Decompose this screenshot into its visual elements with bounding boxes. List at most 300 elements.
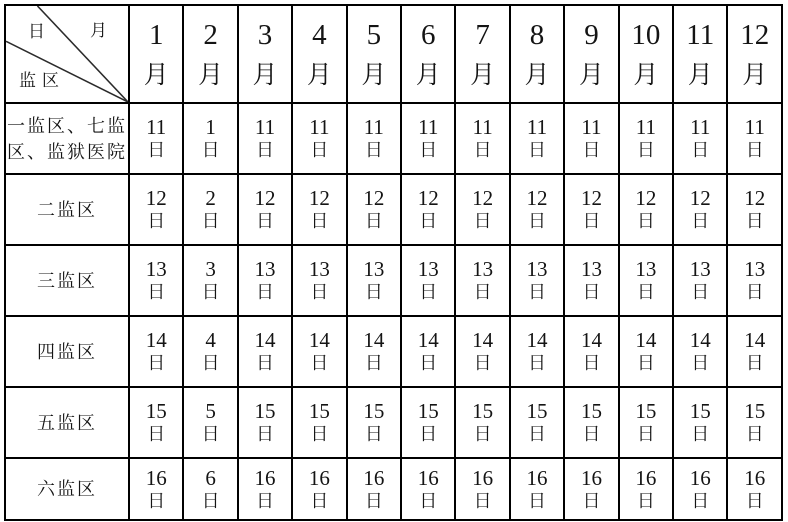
day-unit: 日 [256, 211, 275, 231]
day-cell-stack [728, 258, 781, 303]
day-cell [347, 316, 401, 387]
day-number: 12 [744, 186, 766, 210]
day-unit: 日 [201, 211, 220, 231]
day-number: 12 [417, 186, 439, 210]
month-number: 3 [257, 18, 273, 51]
day-cell-stack [511, 467, 563, 512]
month-number: 11 [686, 18, 715, 51]
day-number: 15 [744, 399, 766, 423]
day-cell [401, 458, 455, 520]
day-number: 14 [472, 328, 494, 352]
day-cell [673, 387, 727, 458]
month-cell-stack [130, 20, 182, 89]
day-unit: 日 [528, 140, 547, 160]
district-label: 一监区、七监区、监狱医院 [5, 103, 129, 174]
day-number: 14 [145, 328, 167, 352]
day-cell-stack [130, 116, 182, 161]
day-cell [455, 316, 509, 387]
day-number: 12 [363, 186, 385, 210]
month-cell-stack [456, 20, 508, 89]
day-unit: 日 [147, 490, 166, 511]
day-cell-stack [728, 467, 781, 512]
day-cell [183, 245, 237, 316]
table-row [5, 387, 782, 458]
day-cell [455, 103, 509, 174]
month-unit: 月 [524, 61, 550, 89]
month-cell-stack [511, 20, 563, 89]
day-unit: 日 [201, 424, 220, 444]
day-number: 14 [526, 328, 548, 352]
month-unit: 月 [361, 61, 387, 89]
day-cell-stack [184, 187, 236, 232]
day-cell-stack [293, 258, 345, 303]
day-unit: 日 [691, 211, 710, 231]
day-unit: 日 [310, 490, 329, 511]
day-number: 15 [308, 399, 330, 423]
district-label: 六监区 [5, 458, 129, 520]
day-number: 12 [472, 186, 494, 210]
day-unit: 日 [147, 424, 166, 444]
month-unit: 月 [742, 61, 768, 89]
day-cell [238, 316, 292, 387]
day-number: 11 [581, 115, 602, 139]
day-unit: 日 [528, 211, 547, 231]
day-unit: 日 [582, 353, 601, 373]
day-number: 11 [363, 115, 384, 139]
day-cell [673, 245, 727, 316]
day-cell [183, 103, 237, 174]
day-cell [673, 316, 727, 387]
day-cell [455, 458, 509, 520]
day-number: 16 [363, 465, 385, 490]
day-cell [673, 458, 727, 520]
day-cell-stack [674, 187, 726, 232]
day-unit: 日 [419, 424, 438, 444]
day-unit: 日 [691, 140, 710, 160]
day-cell [238, 458, 292, 520]
day-cell [401, 387, 455, 458]
day-cell [292, 174, 346, 245]
day-cell-stack [348, 116, 400, 161]
day-cell-stack [348, 467, 400, 512]
day-number: 15 [145, 399, 167, 423]
day-cell-stack [239, 116, 291, 161]
day-unit: 日 [745, 490, 764, 511]
day-cell-stack [130, 187, 182, 232]
day-cell [673, 174, 727, 245]
day-unit: 日 [310, 353, 329, 373]
day-cell-stack [728, 187, 781, 232]
month-unit: 月 [470, 61, 496, 89]
day-cell [183, 174, 237, 245]
day-cell-stack [620, 116, 672, 161]
day-unit: 日 [256, 140, 275, 160]
month-number: 2 [203, 18, 218, 51]
day-number: 14 [308, 328, 330, 352]
day-cell [347, 387, 401, 458]
day-number: 13 [145, 257, 167, 281]
day-unit: 日 [745, 140, 764, 160]
day-cell [510, 103, 564, 174]
day-cell-stack [293, 467, 345, 512]
day-number: 12 [689, 186, 711, 210]
schedule-table-body [5, 103, 782, 520]
month-header-row [5, 5, 782, 103]
day-unit: 日 [691, 424, 710, 444]
district-label: 五监区 [5, 387, 129, 458]
month-cell-stack [565, 20, 617, 89]
day-cell-stack [456, 116, 508, 161]
day-number: 14 [363, 328, 385, 352]
day-cell-stack [239, 329, 291, 374]
day-cell [564, 103, 618, 174]
day-cell [455, 174, 509, 245]
day-number: 16 [145, 465, 167, 490]
month-cell-stack [620, 20, 672, 89]
day-unit: 日 [256, 490, 275, 511]
day-number: 15 [526, 399, 548, 423]
day-unit: 日 [364, 490, 383, 511]
day-number: 13 [635, 257, 657, 281]
day-cell [619, 316, 673, 387]
day-cell-stack [620, 187, 672, 232]
day-cell-stack [456, 329, 508, 374]
day-cell-stack [620, 400, 672, 445]
day-cell-stack [293, 329, 345, 374]
day-cell [292, 245, 346, 316]
day-number: 12 [145, 186, 167, 210]
day-cell-stack [130, 400, 182, 445]
day-cell [510, 458, 564, 520]
month-cell-stack [728, 20, 781, 89]
day-unit: 日 [310, 140, 329, 160]
day-cell [564, 316, 618, 387]
month-cell-stack [402, 20, 454, 89]
day-cell [564, 245, 618, 316]
day-cell-stack [620, 258, 672, 303]
day-number: 14 [417, 328, 439, 352]
day-cell-stack [239, 400, 291, 445]
corner-day-label: 日 [28, 22, 45, 41]
day-cell-stack [511, 329, 563, 374]
day-cell-stack [402, 467, 454, 512]
day-cell [238, 174, 292, 245]
day-unit: 日 [419, 490, 438, 511]
month-number: 10 [631, 18, 661, 51]
day-cell [238, 245, 292, 316]
month-unit: 月 [306, 61, 332, 89]
day-unit: 日 [256, 424, 275, 444]
day-cell-stack [402, 400, 454, 445]
day-cell [619, 245, 673, 316]
month-header-cell [129, 5, 183, 103]
day-cell-stack [674, 400, 726, 445]
month-number: 5 [366, 18, 382, 51]
month-unit: 月 [687, 61, 713, 89]
day-cell-stack [565, 467, 617, 512]
day-number: 15 [363, 399, 385, 423]
day-number: 16 [580, 465, 602, 490]
day-cell-stack [565, 258, 617, 303]
day-unit: 日 [256, 353, 275, 373]
day-unit: 日 [201, 140, 220, 160]
day-number: 14 [635, 328, 657, 352]
day-cell [727, 174, 782, 245]
day-unit: 日 [147, 282, 166, 302]
day-cell [129, 316, 183, 387]
day-cell [564, 174, 618, 245]
day-cell-stack [348, 258, 400, 303]
day-cell-stack [184, 258, 236, 303]
day-unit: 日 [419, 140, 438, 160]
day-cell [129, 245, 183, 316]
month-number: 8 [529, 18, 545, 51]
day-number: 16 [689, 465, 711, 490]
day-cell [347, 103, 401, 174]
day-unit: 日 [364, 353, 383, 373]
day-cell [401, 316, 455, 387]
day-unit: 日 [473, 140, 492, 160]
month-number: 6 [420, 18, 436, 51]
day-cell-stack [184, 467, 236, 512]
day-number: 13 [254, 257, 276, 281]
day-unit: 日 [636, 211, 655, 231]
day-unit: 日 [364, 211, 383, 231]
day-number: 11 [254, 115, 276, 139]
day-cell [238, 387, 292, 458]
day-cell [564, 458, 618, 520]
day-number: 1 [205, 115, 216, 139]
day-number: 11 [526, 115, 548, 139]
day-number: 12 [635, 186, 657, 210]
day-number: 15 [254, 399, 276, 423]
day-unit: 日 [582, 424, 601, 444]
day-unit: 日 [147, 353, 166, 373]
month-number: 1 [148, 18, 164, 51]
day-number: 14 [580, 328, 602, 352]
day-unit: 日 [364, 282, 383, 302]
day-cell [727, 103, 782, 174]
day-unit: 日 [528, 282, 547, 302]
day-cell-stack [239, 187, 291, 232]
month-header-cell [347, 5, 401, 103]
month-header-cell [292, 5, 346, 103]
day-unit: 日 [691, 353, 710, 373]
day-unit: 日 [745, 424, 764, 444]
day-number: 12 [526, 186, 548, 210]
day-number: 13 [417, 257, 439, 281]
day-number: 13 [308, 257, 330, 281]
day-cell-stack [402, 187, 454, 232]
day-unit: 日 [745, 211, 764, 231]
day-unit: 日 [473, 424, 492, 444]
day-unit: 日 [201, 282, 220, 302]
day-unit: 日 [201, 353, 220, 373]
day-cell-stack [674, 258, 726, 303]
day-unit: 日 [473, 490, 492, 511]
day-cell [292, 316, 346, 387]
day-cell-stack [293, 400, 345, 445]
table-row [5, 458, 782, 520]
day-cell [727, 387, 782, 458]
month-header-cell [401, 5, 455, 103]
month-unit: 月 [198, 61, 224, 89]
month-header-cell [510, 5, 564, 103]
day-number: 16 [635, 465, 657, 490]
month-header-cell [238, 5, 292, 103]
day-cell-stack [565, 400, 617, 445]
day-unit: 日 [473, 211, 492, 231]
day-unit: 日 [310, 424, 329, 444]
day-number: 14 [254, 328, 276, 352]
day-cell-stack [674, 467, 726, 512]
day-cell-stack [348, 400, 400, 445]
day-unit: 日 [473, 353, 492, 373]
day-cell-stack [620, 467, 672, 512]
month-number: 9 [584, 18, 599, 51]
district-label: 三监区 [5, 245, 129, 316]
day-cell [564, 387, 618, 458]
day-cell [292, 387, 346, 458]
day-cell [183, 387, 237, 458]
day-number: 15 [417, 399, 439, 423]
day-number: 16 [254, 465, 276, 490]
table-row [5, 245, 782, 316]
day-cell-stack [402, 258, 454, 303]
day-cell [455, 387, 509, 458]
day-cell [619, 103, 673, 174]
day-cell [727, 245, 782, 316]
day-cell [347, 458, 401, 520]
day-number: 14 [689, 328, 711, 352]
day-cell-stack [511, 116, 563, 161]
day-number: 16 [417, 465, 439, 490]
day-cell [510, 387, 564, 458]
day-cell-stack [348, 329, 400, 374]
day-cell [183, 458, 237, 520]
day-unit: 日 [310, 211, 329, 231]
month-unit: 月 [143, 61, 169, 89]
day-cell-stack [565, 116, 617, 161]
day-cell-stack [402, 116, 454, 161]
day-unit: 日 [636, 353, 655, 373]
day-unit: 日 [582, 140, 601, 160]
day-cell-stack [674, 329, 726, 374]
day-cell [347, 245, 401, 316]
day-number: 13 [526, 257, 548, 281]
day-number: 16 [308, 465, 330, 490]
day-unit: 日 [528, 490, 547, 511]
day-cell-stack [239, 467, 291, 512]
day-cell [129, 458, 183, 520]
day-unit: 日 [745, 353, 764, 373]
day-cell [619, 174, 673, 245]
day-cell-stack [511, 187, 563, 232]
day-number: 16 [526, 465, 548, 490]
day-unit: 日 [201, 490, 220, 511]
month-header-cell [455, 5, 509, 103]
day-number: 15 [689, 399, 711, 423]
day-unit: 日 [691, 490, 710, 511]
day-unit: 日 [582, 211, 601, 231]
day-number: 11 [744, 115, 765, 139]
day-number: 13 [363, 257, 385, 281]
district-label: 二监区 [5, 174, 129, 245]
day-number: 14 [744, 328, 766, 352]
day-cell-stack [130, 329, 182, 374]
day-cell [455, 245, 509, 316]
day-cell [673, 103, 727, 174]
day-number: 15 [472, 399, 494, 423]
day-number: 4 [205, 328, 216, 352]
day-number: 13 [472, 257, 494, 281]
day-number: 16 [472, 465, 494, 490]
day-cell-stack [565, 187, 617, 232]
day-number: 5 [205, 399, 216, 423]
day-number: 11 [690, 115, 711, 139]
day-number: 2 [205, 186, 216, 210]
day-unit: 日 [419, 282, 438, 302]
corner-district-label: 监区 [19, 71, 65, 90]
table-row [5, 174, 782, 245]
month-unit: 月 [415, 61, 441, 89]
day-unit: 日 [636, 282, 655, 302]
day-number: 11 [472, 115, 493, 139]
day-unit: 日 [582, 490, 601, 511]
day-cell [401, 245, 455, 316]
day-unit: 日 [364, 424, 383, 444]
month-header-cell [727, 5, 782, 103]
day-cell [129, 387, 183, 458]
month-unit: 月 [578, 61, 604, 89]
day-cell [129, 174, 183, 245]
day-cell [510, 174, 564, 245]
day-cell [510, 245, 564, 316]
day-unit: 日 [636, 140, 655, 160]
day-unit: 日 [582, 282, 601, 302]
month-header-cell [673, 5, 727, 103]
day-unit: 日 [419, 211, 438, 231]
month-cell-stack [674, 20, 726, 89]
day-cell [347, 174, 401, 245]
day-number: 12 [308, 186, 330, 210]
day-cell-stack [511, 258, 563, 303]
day-cell-stack [184, 329, 236, 374]
day-cell-stack [674, 116, 726, 161]
day-unit: 日 [528, 353, 547, 373]
day-unit: 日 [636, 424, 655, 444]
month-cell-stack [184, 20, 236, 89]
month-number: 12 [740, 18, 770, 51]
day-cell-stack [293, 116, 345, 161]
day-unit: 日 [528, 424, 547, 444]
month-header-cell [564, 5, 618, 103]
day-cell [510, 316, 564, 387]
day-cell-stack [456, 467, 508, 512]
day-number: 6 [205, 465, 216, 490]
day-number: 13 [744, 257, 766, 281]
day-cell [619, 387, 673, 458]
day-number: 15 [635, 399, 657, 423]
day-cell-stack [728, 400, 781, 445]
day-cell-stack [130, 467, 182, 512]
month-cell-stack [348, 20, 400, 89]
day-cell-stack [130, 258, 182, 303]
month-number: 7 [475, 18, 490, 51]
district-label: 四监区 [5, 316, 129, 387]
month-unit: 月 [252, 61, 278, 89]
day-number: 11 [635, 115, 656, 139]
